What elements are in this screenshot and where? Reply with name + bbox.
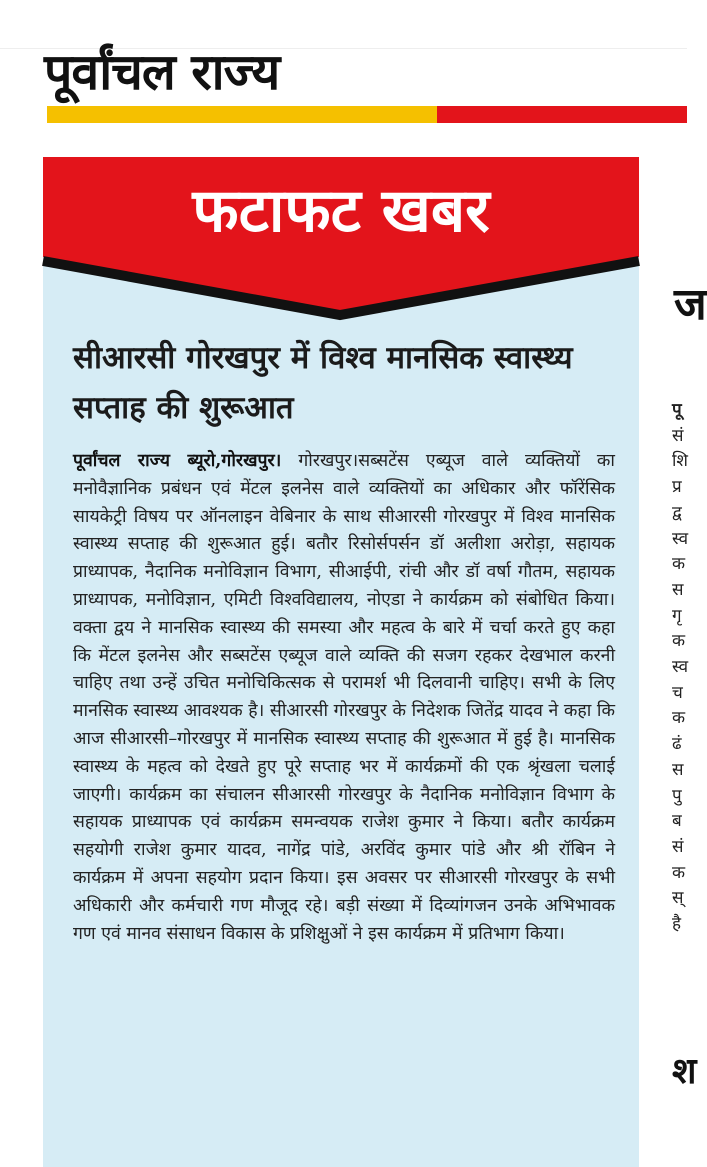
adjacent-line: पु	[672, 785, 682, 806]
adjacent-line: क	[672, 554, 686, 575]
adjacent-column-lines	[672, 398, 688, 938]
article-headline: सीआरसी गोरखपुर में विश्व मानसिक स्वास्थ्य सप्ताह की शुरूआत	[73, 340, 573, 426]
adjacent-column-cropped	[668, 279, 707, 1159]
adjacent-line: गृ	[672, 605, 682, 626]
adjacent-line: ब	[672, 811, 682, 832]
adjacent-line: शि	[672, 451, 688, 472]
adjacent-line: सं	[672, 425, 684, 446]
masthead-red-band	[437, 106, 687, 123]
adjacent-line: है	[672, 914, 682, 935]
adjacent-line: स	[672, 579, 684, 600]
adjacent-column-head: ज	[674, 279, 707, 330]
adjacent-line: क	[672, 631, 686, 652]
adjacent-line: स्व	[672, 657, 689, 678]
news-card	[43, 157, 639, 1167]
adjacent-line: द्व	[672, 502, 682, 523]
adjacent-line: स्व	[672, 528, 689, 549]
adjacent-column-foot: श	[672, 1051, 697, 1092]
article-byline: पूर्वांचल राज्य ब्यूरो,गोरखपुर।	[73, 450, 282, 471]
article-body	[73, 447, 615, 948]
adjacent-line: पू	[672, 400, 682, 420]
section-banner	[43, 157, 639, 327]
masthead-yellow-band	[47, 106, 437, 123]
masthead: पूर्वांचल राज्य	[44, 43, 280, 101]
adjacent-line: क	[672, 862, 686, 883]
next-article-headline-cropped	[73, 1147, 633, 1167]
adjacent-line: स	[672, 759, 684, 780]
adjacent-line: क	[672, 708, 686, 729]
article-body-text: गोरखपुर।सब्सटेंस एब्यूज वाले व्यक्तियों का मनोवैज्ञानिक प्रबंधन एवं मेंटल इलनेस वाले व्यक्तियों का अधिकार और फॉरेंसिक सायकेट्री विषय पर ऑनलाइन वेबिनार के साथ सीआरसी गोरखपुर में विश्व मानसिक स्वास्थ्य सप्ताह की शुरूआत हुई। बतौर रिसोर्सपर्सन डॉ अलीशा अरोड़ा, सहायक प्राध्यापक, नैदानिक मनोविज्ञान विभाग, सीआईपी, रांची और डॉ वर्षा गौतम, सहायक प्राध्यापक, मनोविज्ञान, एमिटी विश्वविद्यालय, नोएडा ने कार्यक्रम को संबोधित किया। वक्ता द्वय ने मानसिक स्वास्थ्य की समस्या और महत्व के बारे में चर्चा करते हुए कहा कि मेंटल इलनेस और सब्सटेंस एब्यूज वाले व्यक्ति की सजग रहकर देखभाल करनी चाहिए तथा उन्हें उचित मनोचिकित्सक से परामर्श भी दिलवानी चाहिए। सभी के लिए मानसिक स्वास्थ्य आवश्यक है। सीआरसी गोरखपुर के निदेशक जितेंद्र यादव ने कहा कि आज सीआरसी–गोरखपुर में मानसिक स्वास्थ्य सप्ताह की शुरूआत में हुई है। मानसिक स्वास्थ्य के महत्व को देखते हुए पूरे सप्ताह भर में कार्यक्रमों की एक श्रृंखला चलाई जाएगी। कार्यक्रम का संचालन सीआरसी गोरखपुर के नैदानिक मनोविज्ञान विभाग के सहायक प्राध्यापक एवं कार्यक्रम समन्वयक राजेश कुमार ने किया। बतौर कार्यक्रम सहयोगी राजेश कुमार यादव, नागेंद्र पांडे, अरविंद कुमार पांडे और श्री रॉबिन ने कार्यक्रम में अपना सहयोग प्रदान किया। इस अवसर पर सीआरसी गोरखपुर के सभी अधिकारी और कर्मचारी गण मौजूद रहे। बड़ी संख्या में दिव्यांगजन उनके अभिभावक गण एवं मानव संसाधन विकास के प्रशिक्षुओं ने इस कार्यक्रम में प्रतिभाग किया।	[73, 451, 616, 944]
adjacent-line: च	[672, 682, 683, 703]
adjacent-line: प्र	[672, 477, 682, 498]
adjacent-line: स्	[672, 888, 684, 909]
adjacent-line: सं	[672, 836, 684, 857]
section-banner-title: फटाफट खबर	[192, 176, 490, 246]
adjacent-line: ढं	[672, 734, 682, 755]
